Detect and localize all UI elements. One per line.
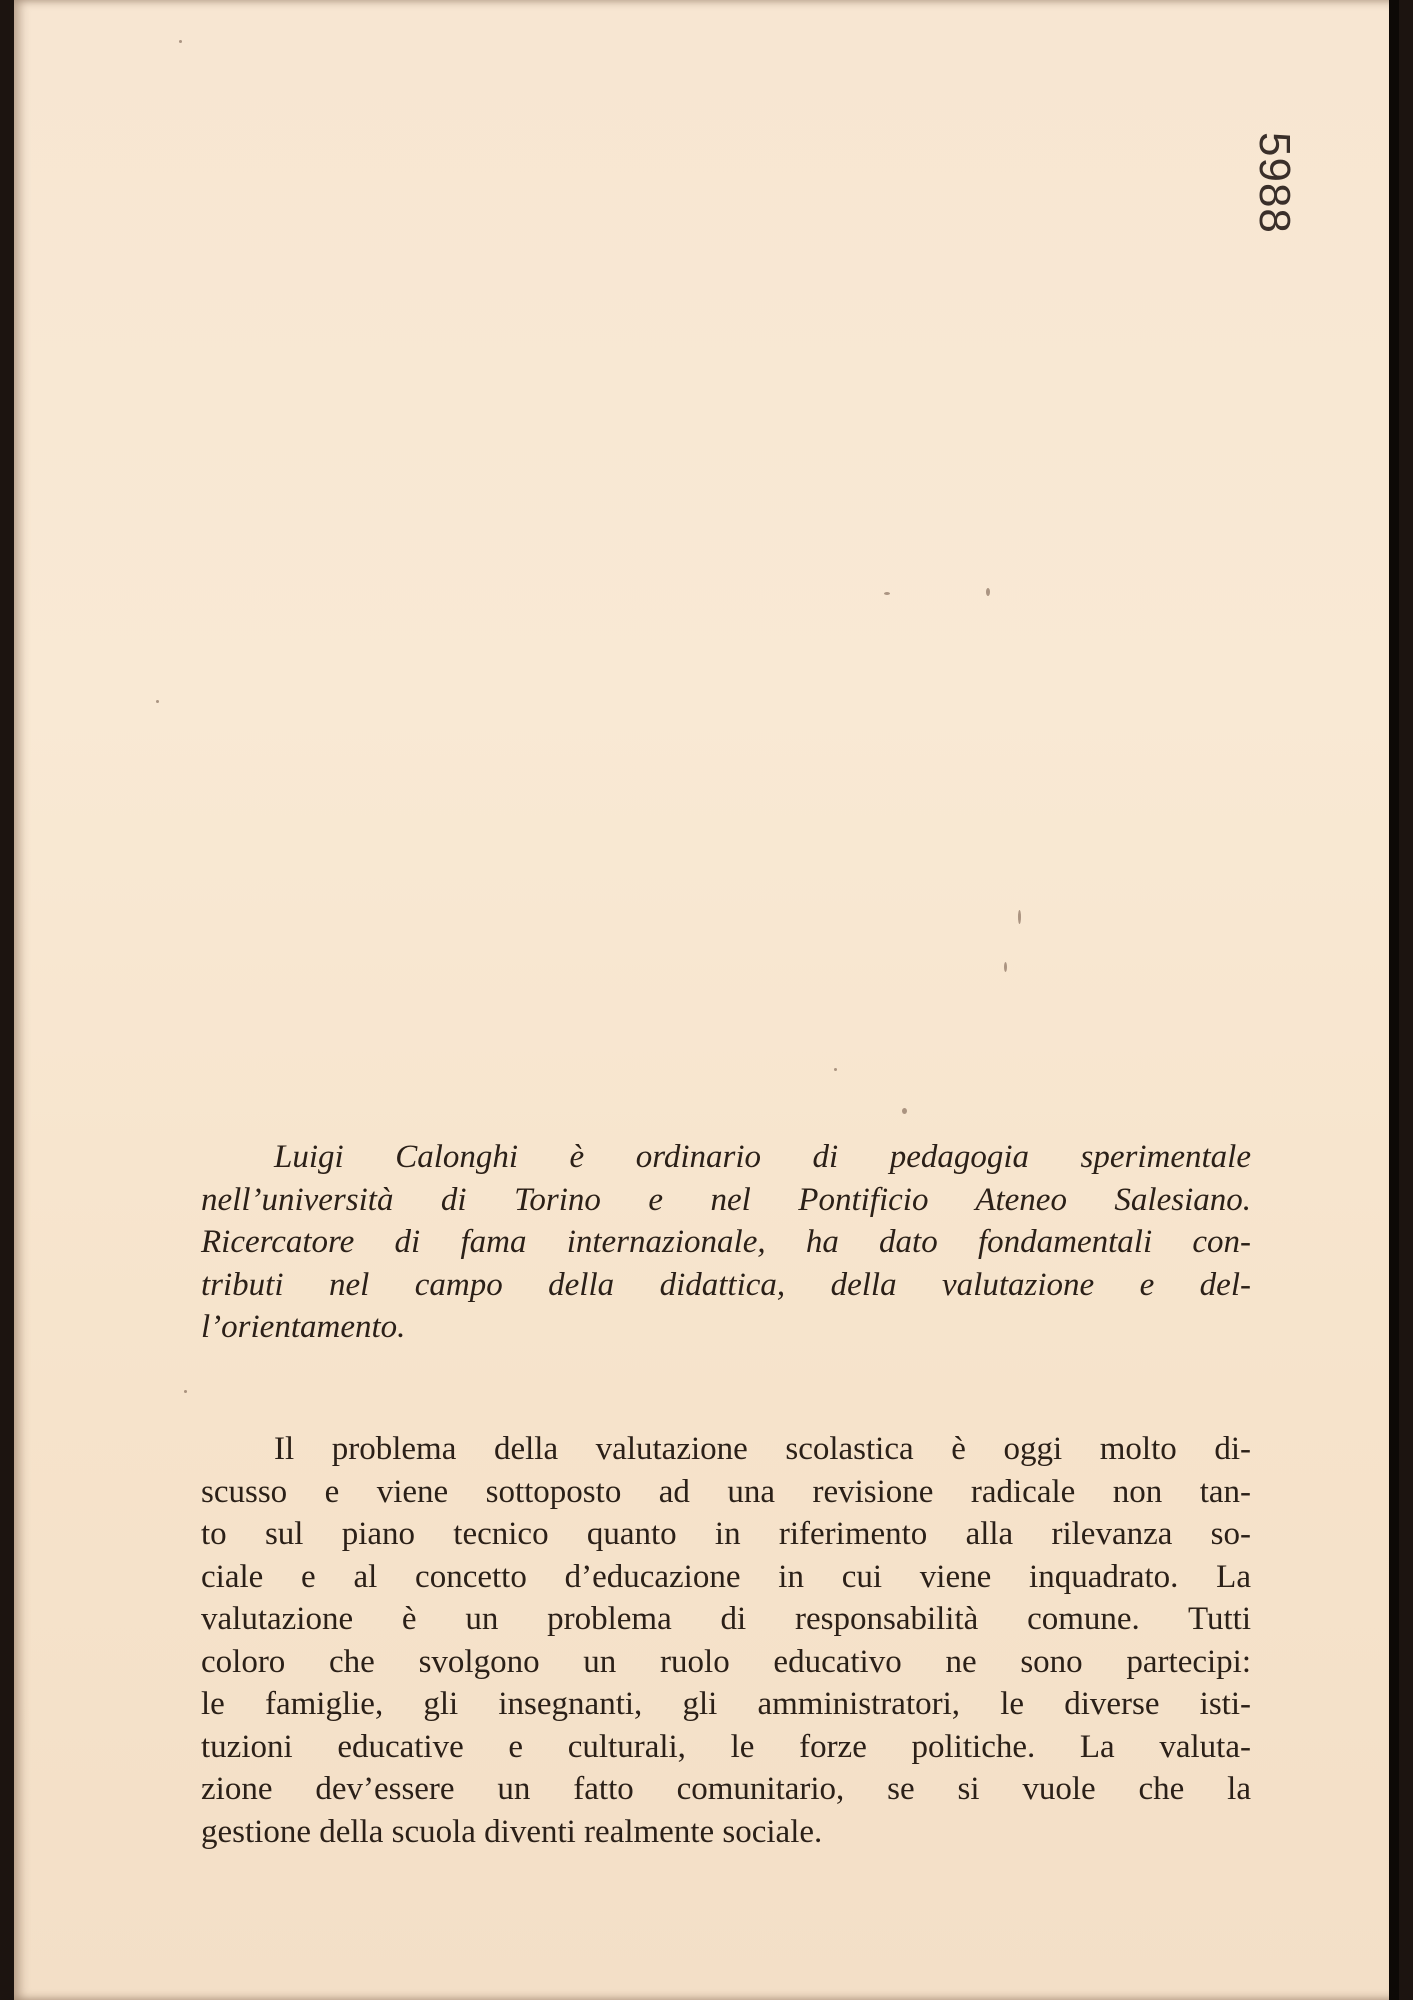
blurb-line: tuzioni educative e culturali, le forze politiche. La valuta-	[201, 1728, 1251, 1765]
blurb-line: Il problema della valutazione scolastica è oggi molto di-	[274, 1431, 1251, 1467]
blurb-line: zione dev’essere un fatto comunitario, se si vuole che la	[201, 1771, 1251, 1807]
paper-speck	[184, 1390, 187, 1393]
paper-speck	[986, 588, 990, 596]
bio-line: nell’università di Torino e nel Pontificio Ateneo Salesiano.	[201, 1181, 1251, 1218]
paper-speck	[1018, 910, 1021, 924]
blurb-line: coloro che svolgono un ruolo educativo ne sono partecipi:	[201, 1643, 1251, 1680]
bio-line: tributi nel campo della didattica, della valutazione e del-	[201, 1266, 1251, 1303]
blurb-line: scusso e viene sottoposto ad una revisione radicale non tan-	[201, 1473, 1251, 1510]
paper-speck	[1004, 962, 1007, 972]
blurb-line: valutazione è un problema di responsabilità comune. Tutti	[201, 1601, 1251, 1637]
paper-speck	[156, 700, 159, 703]
bio-line: Ricercatore di fama internazionale, ha dato fondamentali con-	[201, 1224, 1251, 1260]
blurb-line: ciale e al concetto d’educazione in cui viene inquadrato. La	[201, 1558, 1251, 1595]
catalog-number: 5988	[1250, 132, 1299, 234]
blurb-line: le famiglie, gli insegnanti, gli amministratori, le diverse isti-	[201, 1686, 1251, 1722]
paper-speck	[179, 40, 182, 43]
bio-line: l’orientamento.	[201, 1309, 406, 1345]
blurb-line: gestione della scuola diventi realmente sociale.	[201, 1813, 823, 1850]
book-blurb	[201, 1428, 1251, 1853]
paper-speck	[834, 1068, 837, 1071]
book-back-cover	[14, 0, 1399, 2000]
paper-speck	[902, 1108, 907, 1114]
blurb-line: to sul piano tecnico quanto in riferimento alla rilevanza so-	[201, 1516, 1251, 1552]
author-bio	[201, 1136, 1251, 1349]
cover-edge	[1389, 0, 1399, 2000]
bio-line: Luigi Calonghi è ordinario di pedagogia sperimentale	[274, 1139, 1251, 1175]
paper-speck	[884, 592, 890, 595]
